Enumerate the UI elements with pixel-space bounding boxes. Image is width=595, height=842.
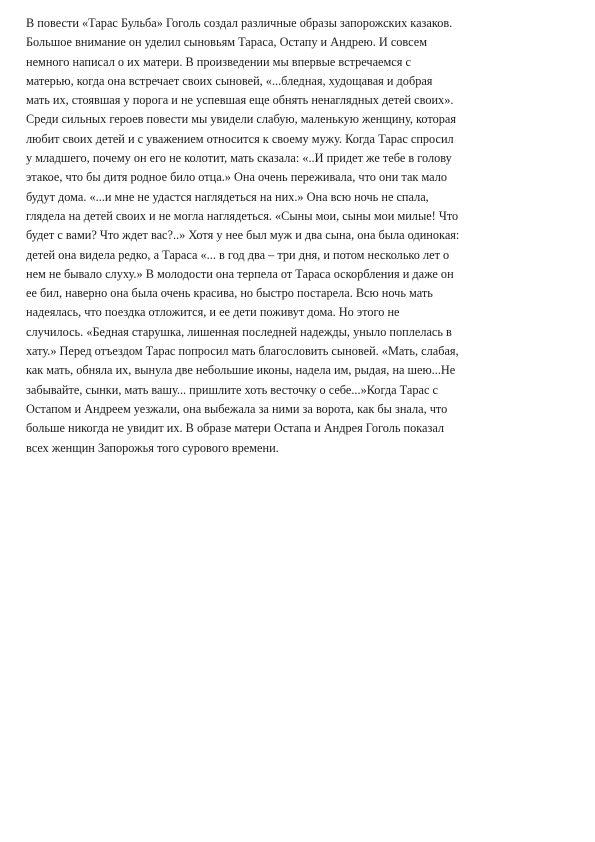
text-line: будут дома. «...и мне не удастся наглядеться на них.» Она всю ночь не спала, — [26, 189, 429, 204]
text-line: как мать, обняла их, вынула две небольшие иконы, надела им, рыдая, на шею...Не — [26, 363, 456, 378]
text-line: любит своих детей и с уважением относится к своему мужу. Когда Тарас спросил — [26, 131, 454, 146]
text-line: В повести «Тарас Бульба» Гоголь создал различные образы запорожских казаков. — [26, 16, 453, 30]
text-line: мать их, стоявшая у порога и не успевшая еще обнять ненаглядных детей своих». — [26, 93, 454, 108]
text-line: нем не бывало слуху.» В молодости она терпела от Тараса оскорбления и даже он — [26, 266, 454, 281]
text-line: этакое, что бы дитя родное било отца.» Она очень переживала, что они так мало — [26, 170, 447, 185]
text-line: будет с вами? Что ждет вас?..» Хотя у нее был муж и два сына, она была одинокая: — [26, 228, 460, 243]
text-line: больше никогда не увидит их. В образе матери Остапа и Андрея Гоголь показал — [26, 421, 445, 436]
text-line: всех женщин Запорожья того сурового времени. — [26, 440, 279, 455]
text-line: забывайте, сынки, мать вашу... пришлите хоть весточку о себе...»Когда Тарас с — [26, 382, 438, 397]
essay-text — [26, 14, 570, 458]
text-line: Среди сильных героев повести мы увидели слабую, маленькую женщину, которая — [26, 112, 457, 127]
text-line: надеялась, что поездка отложится, и ее дети поживут дома. Но этого не — [26, 305, 400, 320]
text-line: Остапом и Андреем уезжали, она выбежала за ними за ворота, как бы знала, что — [26, 401, 448, 416]
text-line: Большое внимание он уделил сыновьям Тараса, Остапу и Андрею. И совсем — [26, 35, 428, 50]
text-line: случилось. «Бедная старушка, лишенная последней надежды, уныло поплелась в — [26, 324, 452, 339]
text-line: детей она видела редко, а Тараса «... в год два – три дня, и потом несколько лет о — [26, 247, 450, 262]
text-line: глядела на детей своих и не могла наглядеться. «Сыны мои, сыны мои милые! Что — [26, 208, 459, 223]
text-line: немного написал о их матери. В произведении мы впервые встречаемся с — [26, 54, 411, 69]
text-line: матерью, когда она встречает своих сыновей, «...бледная, худощавая и добрая — [26, 73, 433, 88]
text-line: хату.» Перед отъездом Тарас попросил мать благословить сыновей. «Мать, слабая, — [26, 344, 459, 359]
text-line: у младшего, почему он его не колотит, мать сказала: «..И придет же тебе в голову — [26, 151, 452, 166]
text-line: ее бил, наверно она была очень красива, но быстро постарела. Всю ночь мать — [26, 286, 433, 301]
